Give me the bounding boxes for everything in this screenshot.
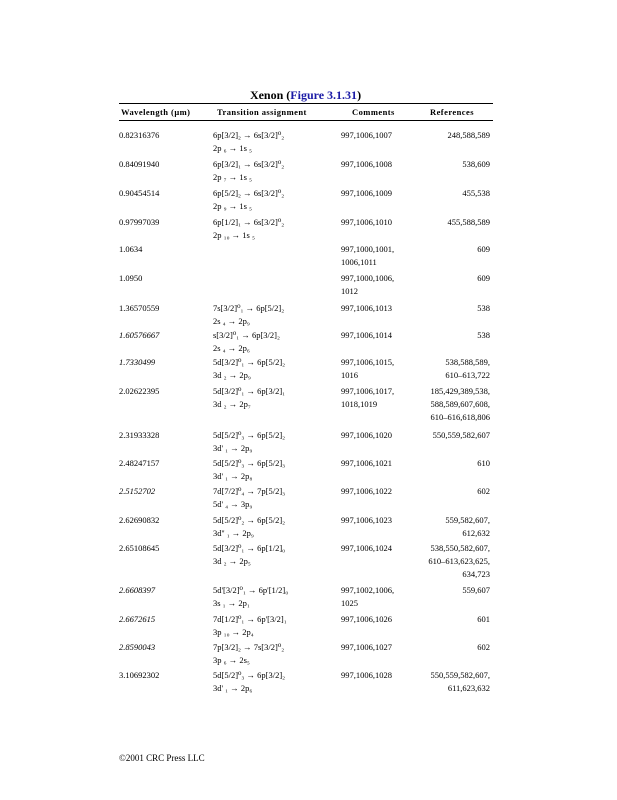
comments-line: 997,1006,1008 — [341, 159, 392, 169]
references-line: 610 — [477, 458, 490, 468]
references-line: 609 — [477, 273, 490, 283]
wavelength-cell: 2.8590043 — [119, 642, 156, 652]
header-rule — [119, 120, 493, 121]
references-line: 559,582,607, — [445, 515, 490, 525]
transition-cell — [213, 613, 287, 639]
references-cell — [431, 669, 491, 695]
transition-cell — [213, 584, 288, 610]
references-cell — [477, 457, 490, 470]
transition-term: 5d[5/2]⁰₃ → 6p[3/2]₂ — [213, 670, 286, 680]
transition-paschen: 3s ₁ → 2p₁ — [213, 598, 250, 608]
comments-line: 997,1002,1006, — [341, 585, 395, 595]
comments-line: 1016 — [341, 370, 358, 380]
references-cell — [431, 385, 491, 424]
transition-cell — [213, 485, 285, 511]
references-cell — [462, 187, 490, 200]
wavelength-cell: 3.10692302 — [119, 670, 160, 680]
references-cell — [477, 613, 490, 626]
column-header-references: References — [430, 107, 474, 117]
wavelength-cell: 1.60576667 — [119, 330, 160, 340]
transition-paschen: 3d' ₁ → 2p₉ — [213, 443, 253, 453]
references-line: 634,723 — [462, 569, 490, 579]
comments-line: 997,1006,1026 — [341, 614, 392, 624]
table-row — [0, 641, 617, 671]
comments-cell — [341, 216, 392, 229]
comments-cell — [341, 613, 392, 626]
comments-line: 997,1006,1021 — [341, 458, 392, 468]
wavelength-cell: 2.02622395 — [119, 386, 160, 396]
wavelength-cell: 1.7330499 — [119, 357, 156, 367]
comments-line: 1006,1011 — [341, 257, 377, 267]
transition-paschen: 3d' ₁ → 2p₆ — [213, 683, 253, 693]
references-cell — [462, 158, 490, 171]
transition-cell — [213, 669, 285, 695]
comments-cell — [341, 329, 392, 342]
comments-cell — [341, 243, 394, 269]
table-row — [0, 429, 617, 459]
references-cell — [448, 216, 491, 229]
comments-cell — [341, 187, 392, 200]
comments-cell — [341, 542, 392, 555]
wavelength-cell: 0.97997039 — [119, 217, 160, 227]
comments-line: 997,1006,1023 — [341, 515, 392, 525]
transition-cell — [213, 187, 284, 213]
transition-paschen: 3d'' ₁ → 2p₉ — [213, 528, 254, 538]
references-cell — [445, 514, 490, 540]
references-line: 602 — [477, 486, 490, 496]
references-line: 550,559,582,607 — [432, 430, 490, 440]
table-row — [0, 514, 617, 544]
transition-cell — [213, 542, 285, 568]
comments-line: 997,1006,1015, — [341, 357, 395, 367]
transition-paschen: 3d ₂ → 2p₉ — [213, 370, 251, 380]
transition-cell — [213, 356, 285, 382]
transition-paschen: 3p ₆ → 2s₅ — [213, 655, 250, 665]
transition-paschen: 3d ₂ → 2p₅ — [213, 556, 251, 566]
transition-cell — [213, 302, 284, 328]
references-line: 612,632 — [462, 528, 490, 538]
references-line: 538,609 — [462, 159, 490, 169]
comments-cell — [341, 457, 392, 470]
comments-cell — [341, 429, 392, 442]
references-line: 610–613,722 — [445, 370, 490, 380]
transition-term: 6p[3/2]₁ → 6s[3/2]⁰₂ — [213, 159, 285, 169]
references-cell — [428, 542, 490, 581]
references-line: 248,588,589 — [447, 130, 490, 140]
table-row — [0, 457, 617, 487]
comments-line: 997,1006,1022 — [341, 486, 392, 496]
table-row — [0, 613, 617, 643]
comments-cell — [341, 641, 392, 654]
references-line: 610–613,623,625, — [428, 556, 490, 566]
wavelength-cell: 2.48247157 — [119, 458, 160, 468]
column-header-wavelength: Wavelength (μm) — [121, 107, 191, 117]
wavelength-cell: 0.84091940 — [119, 159, 160, 169]
wavelength-cell: 2.31933328 — [119, 430, 160, 440]
comments-line: 1012 — [341, 286, 358, 296]
comments-line: 997,1006,1017, — [341, 386, 395, 396]
wavelength-cell: 1.0634 — [119, 244, 143, 254]
references-cell — [477, 641, 490, 654]
transition-term: 5d[5/2]⁰₂ → 6p[5/2]₂ — [213, 515, 286, 525]
transition-paschen: 2s ₄ → 2p₉ — [213, 316, 250, 326]
transition-term: 5d[3/2]⁰₁ → 6p[5/2]₂ — [213, 357, 286, 367]
comments-cell — [341, 302, 392, 315]
transition-cell — [213, 385, 285, 411]
wavelength-cell: 0.90454514 — [119, 188, 160, 198]
references-cell — [477, 329, 490, 342]
references-cell — [477, 272, 490, 285]
references-cell — [477, 243, 490, 256]
references-cell — [477, 302, 490, 315]
comments-line: 997,1006,1028 — [341, 670, 392, 680]
table-row — [0, 485, 617, 515]
comments-line: 1025 — [341, 598, 358, 608]
references-line: 538,550,582,607, — [430, 543, 490, 553]
comments-cell — [341, 669, 392, 682]
transition-cell — [213, 216, 284, 242]
wavelength-cell: 2.62690832 — [119, 515, 160, 525]
table-title — [119, 88, 492, 103]
transition-term: 6p[3/2]₂ → 6s[3/2]⁰₂ — [213, 130, 285, 140]
references-line: 538 — [477, 330, 490, 340]
comments-cell — [341, 129, 392, 142]
transition-term: 5d[5/2]⁰₃ → 6p[5/2]₂ — [213, 430, 286, 440]
transition-paschen: 2p ₉ → 1s ₅ — [213, 201, 252, 211]
comments-line: 1018,1019 — [341, 399, 378, 409]
copyright-footer: ©2001 CRC Press LLC — [119, 753, 205, 763]
title-text: Xenon ( — [249, 88, 291, 102]
transition-cell — [213, 641, 284, 667]
transition-cell — [213, 457, 285, 483]
table-row — [0, 669, 617, 699]
table-row — [0, 385, 617, 422]
references-cell — [448, 129, 491, 142]
references-line: 538 — [477, 303, 490, 313]
comments-line: 997,1006,1010 — [341, 217, 392, 227]
comments-line: 997,1006,1027 — [341, 642, 392, 652]
references-line: 602 — [477, 642, 490, 652]
references-cell — [477, 485, 490, 498]
transition-term: 5d[5/2]⁰₃ → 6p[5/2]₃ — [213, 458, 286, 468]
transition-paschen: 3d' ₁ → 2p₈ — [213, 471, 253, 481]
references-line: 455,588,589 — [447, 217, 490, 227]
references-line: 610–616,618,806 — [430, 412, 490, 422]
transition-term: 7d[7/2]⁰₄ → 7p[5/2]₃ — [213, 486, 286, 496]
references-line: 588,589,607,608, — [430, 399, 490, 409]
wavelength-cell: 1.36570559 — [119, 303, 160, 313]
transition-cell — [213, 514, 285, 540]
transition-cell — [213, 129, 284, 155]
transition-cell — [213, 158, 284, 184]
transition-paschen: 3p ₁₀ → 2p₄ — [213, 627, 254, 637]
table-row — [0, 216, 617, 246]
references-line: 609 — [477, 244, 490, 254]
top-rule — [119, 103, 493, 104]
transition-paschen: 2p ₁₀ → 1s ₅ — [213, 230, 255, 240]
transition-term: 6p[5/2]₂ → 6s[3/2]⁰₂ — [213, 188, 285, 198]
figure-link[interactable]: Figure 3.1.31 — [290, 88, 358, 102]
table-row — [0, 329, 617, 359]
column-header-transition: Transition assignment — [217, 107, 307, 117]
comments-cell — [341, 272, 394, 298]
wavelength-cell: 2.6608397 — [119, 585, 156, 595]
comments-line: 997,1000,1006, — [341, 273, 395, 283]
comments-cell — [341, 514, 392, 527]
table-row — [0, 272, 617, 302]
transition-term: 5d[3/2]⁰₁ → 6p[3/2]₁ — [213, 386, 286, 396]
references-cell — [462, 584, 490, 597]
table-row — [0, 584, 617, 614]
transition-term: 5d[3/2]⁰₁ → 6p[1/2]₀ — [213, 543, 286, 553]
references-cell — [433, 429, 490, 442]
title-suffix: ) — [357, 88, 362, 102]
wavelength-cell: 2.65108645 — [119, 543, 160, 553]
comments-line: 997,1006,1014 — [341, 330, 392, 340]
wavelength-cell: 2.5152702 — [119, 486, 156, 496]
table-row — [0, 542, 617, 579]
transition-term: 7s[3/2]⁰₁ → 6p[5/2]₂ — [213, 303, 285, 313]
comments-line: 997,1000,1001, — [341, 244, 395, 254]
transition-cell — [213, 329, 280, 355]
transition-paschen: 5d' ₄ → 3p₉ — [213, 499, 253, 509]
table-row — [0, 158, 617, 188]
comments-cell — [341, 485, 392, 498]
comments-line: 997,1006,1024 — [341, 543, 392, 553]
transition-cell — [213, 429, 285, 455]
transition-paschen: 2p ₇ → 1s ₅ — [213, 172, 252, 182]
table-row — [0, 356, 617, 386]
comments-cell — [341, 584, 394, 610]
references-cell — [445, 356, 490, 382]
references-line: 559,607 — [462, 585, 490, 595]
comments-cell — [341, 385, 394, 411]
comments-line: 997,1006,1020 — [341, 430, 392, 440]
table-row — [0, 302, 617, 332]
transition-term: 7d[1/2]⁰₁ → 6p'[3/2]₁ — [213, 614, 287, 624]
references-line: 185,429,389,538, — [430, 386, 490, 396]
references-line: 611,623,632 — [447, 683, 490, 693]
comments-cell — [341, 158, 392, 171]
table-row — [0, 243, 617, 273]
references-line: 601 — [477, 614, 490, 624]
transition-paschen: 2s ₄ → 2p₆ — [213, 343, 250, 353]
table-row — [0, 129, 617, 159]
transition-paschen: 3d ₂ → 2p₇ — [213, 399, 251, 409]
references-line: 455,538 — [462, 188, 490, 198]
comments-line: 997,1006,1013 — [341, 303, 392, 313]
wavelength-cell: 2.6672615 — [119, 614, 156, 624]
comments-cell — [341, 356, 394, 382]
wavelength-cell: 0.82316376 — [119, 130, 160, 140]
transition-term: 5d'[3/2]⁰₁ → 6p'[1/2]₀ — [213, 585, 289, 595]
transition-term: 7p[3/2]₂ → 7s[3/2]⁰₂ — [213, 642, 285, 652]
comments-line: 997,1006,1009 — [341, 188, 392, 198]
transition-term: 6p[1/2]₁ → 6s[3/2]⁰₂ — [213, 217, 285, 227]
table-row — [0, 187, 617, 217]
column-header-comments: Comments — [352, 107, 395, 117]
references-line: 550,559,582,607, — [430, 670, 490, 680]
comments-line: 997,1006,1007 — [341, 130, 392, 140]
transition-term: s[3/2]⁰₁ → 6p[3/2]₂ — [213, 330, 280, 340]
references-line: 538,588,589, — [445, 357, 490, 367]
transition-paschen: 2p ₆ → 1s ₅ — [213, 143, 252, 153]
wavelength-cell: 1.0950 — [119, 273, 143, 283]
